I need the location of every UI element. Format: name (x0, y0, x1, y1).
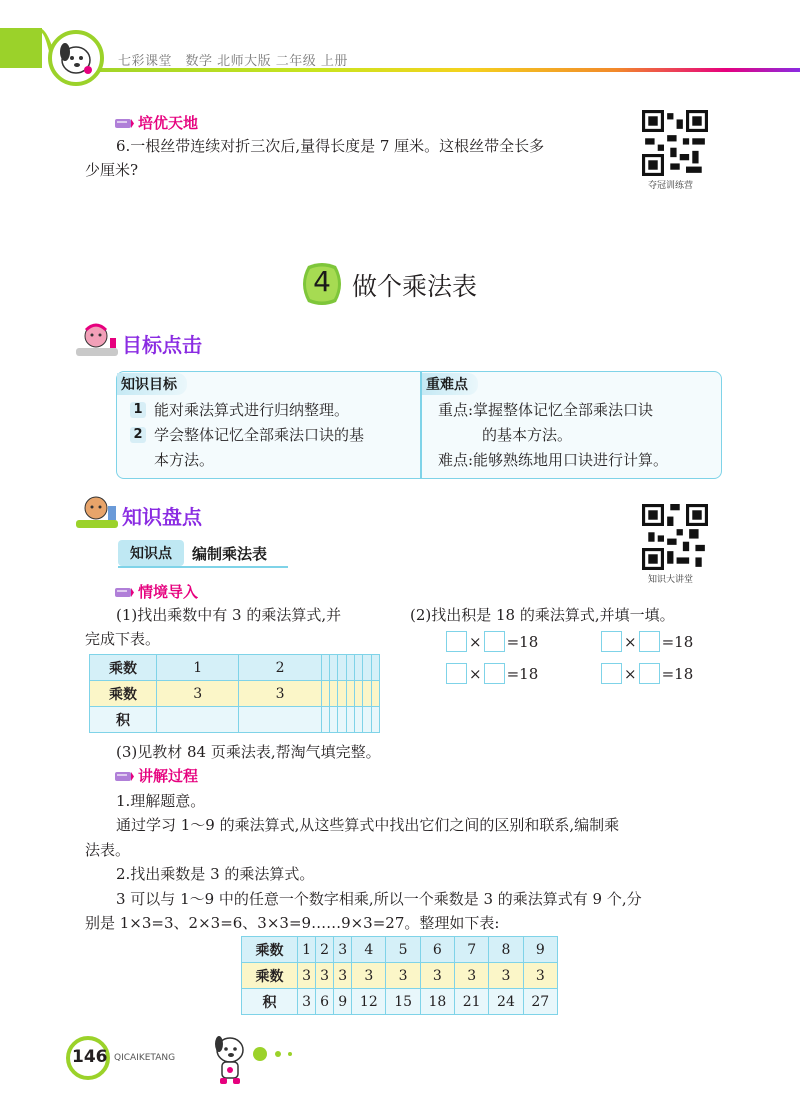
table-cell: 12 (352, 989, 386, 1015)
answer-row-1a (446, 631, 538, 652)
section-title-goals: 目标点击 (122, 333, 202, 357)
lesson-title: 做个乘法表 (352, 272, 478, 301)
key-point-1-cont: 的基本方法。 (482, 426, 573, 444)
table-row (242, 963, 558, 989)
table-cell[interactable] (363, 655, 371, 681)
table-cell: 3 (523, 963, 557, 989)
footer-dots-icon (252, 1046, 302, 1062)
table-cell[interactable] (330, 707, 338, 733)
tag-key-points: 重难点 (422, 373, 478, 395)
table-cell: 3 (352, 963, 386, 989)
table-row (242, 989, 558, 1015)
times-sign: × (624, 632, 637, 651)
knowledge-point-title: 编制乘法表 (192, 545, 268, 563)
table-cell[interactable] (346, 681, 354, 707)
answer-box[interactable] (446, 663, 467, 684)
table-cell: 9 (523, 937, 557, 963)
answer-row-2b (601, 663, 693, 684)
table-cell: 3 (316, 963, 334, 989)
row-label: 乘数 (242, 937, 298, 963)
table-row (90, 707, 380, 733)
pencil-icon-3 (114, 769, 134, 783)
table-cell: 7 (455, 937, 489, 963)
table-cell: 21 (455, 989, 489, 1015)
answer-box[interactable] (639, 663, 660, 684)
key-point-2: 难点:能够熟练地用口诀进行计算。 (438, 451, 669, 469)
table-cell[interactable] (346, 655, 354, 681)
equals-18: =18 (506, 664, 539, 683)
goal-number-2: 2 (130, 427, 146, 443)
table-row (90, 655, 380, 681)
table-cell: 3 (298, 963, 316, 989)
table-multiply-by-3 (241, 936, 558, 1015)
table-cell: 6 (420, 937, 454, 963)
table-cell: 18 (420, 989, 454, 1015)
table-cell[interactable] (157, 707, 239, 733)
answer-row-1b (601, 631, 693, 652)
explanation-p2-line2: 法表。 (85, 841, 131, 859)
table-cell[interactable] (330, 681, 338, 707)
table-row (90, 681, 380, 707)
question-1-line2: 完成下表。 (85, 630, 161, 648)
equals-18: =18 (506, 632, 539, 651)
table-cell: 15 (386, 989, 420, 1015)
table-cell: 2 (239, 655, 321, 681)
table-cell: 3 (334, 963, 352, 989)
table-cell: 27 (523, 989, 557, 1015)
table-cell: 3 (386, 963, 420, 989)
explanation-p4-line1: 3 可以与 1～9 中的任意一个数字相乘,所以一个乘数是 3 的乘法算式有 9 个,分 (116, 890, 642, 908)
goal-number-1: 1 (130, 402, 146, 418)
qr-code-lecture-icon[interactable] (642, 504, 708, 570)
qr-code-icon[interactable] (642, 110, 708, 176)
explanation-p1: 1.理解题意。 (116, 792, 206, 810)
table-cell: 8 (489, 937, 523, 963)
equals-18: =18 (661, 664, 694, 683)
answer-box[interactable] (446, 631, 467, 652)
answer-box[interactable] (601, 631, 622, 652)
times-sign: × (469, 664, 482, 683)
answer-box[interactable] (484, 631, 505, 652)
table-cell: 9 (334, 989, 352, 1015)
table-cell[interactable] (371, 707, 379, 733)
table-cell: 1 (157, 655, 239, 681)
explanation-p4-line2: 别是 1×3=3、2×3=6、3×3=9……9×3=27。整理如下表: (85, 914, 500, 932)
answer-box[interactable] (639, 631, 660, 652)
explanation-p3: 2.找出乘数是 3 的乘法算式。 (116, 865, 315, 883)
lesson-number: 4 (313, 265, 331, 298)
table-cell[interactable] (355, 707, 363, 733)
table-fill-in (89, 654, 380, 733)
header-title: 七彩课堂 数学 北师大版 二年级 上册 (118, 54, 348, 69)
question-3: (3)见教材 84 页乘法表,帮淘气填完整。 (116, 743, 381, 761)
table-cell: 3 (334, 937, 352, 963)
table-cell: 3 (455, 963, 489, 989)
table-cell[interactable] (321, 681, 329, 707)
row-label: 乘数 (242, 963, 298, 989)
explanation-p2-line1: 通过学习 1～9 的乘法算式,从这些算式中找出它们之间的区别和联系,编制乘 (116, 816, 620, 834)
qr-label-training: 夺冠训练营 (648, 181, 694, 191)
section-label-scenario: 情境导入 (138, 583, 199, 601)
table-cell: 6 (316, 989, 334, 1015)
section-label-explanation: 讲解过程 (138, 767, 199, 785)
answer-box[interactable] (601, 663, 622, 684)
table-cell: 3 (157, 681, 239, 707)
knowledge-point-tag: 知识点 (118, 540, 184, 566)
table-cell: 24 (489, 989, 523, 1015)
times-sign: × (624, 664, 637, 683)
section-label-advanced: 培优天地 (138, 114, 199, 132)
table-cell[interactable] (363, 707, 371, 733)
section-title-knowledge: 知识盘点 (122, 505, 202, 529)
table-cell[interactable] (371, 655, 379, 681)
table-cell[interactable] (363, 681, 371, 707)
answer-box[interactable] (484, 663, 505, 684)
problem-6-cont: 少厘米? (85, 161, 139, 179)
row-label: 积 (90, 707, 157, 733)
goal-item-2-cont: 本方法。 (154, 451, 215, 469)
table-cell: 3 (420, 963, 454, 989)
table-cell: 1 (298, 937, 316, 963)
question-2: (2)找出积是 18 的乘法算式,并填一填。 (410, 606, 675, 624)
goal-item-2: 学会整体记忆全部乘法口诀的基 (154, 426, 365, 444)
goal-item-1: 能对乘法算式进行归纳整理。 (154, 401, 350, 419)
answer-row-2a (446, 663, 538, 684)
table-row (242, 937, 558, 963)
boy-mascot-icon (74, 494, 120, 530)
row-label: 积 (242, 989, 298, 1015)
pencil-icon (114, 116, 134, 130)
table-cell: 3 (239, 681, 321, 707)
equals-18: =18 (661, 632, 694, 651)
table-cell: 3 (298, 989, 316, 1015)
table-cell[interactable] (346, 707, 354, 733)
page-number: 146 (72, 1047, 108, 1067)
pencil-icon-2 (114, 585, 134, 599)
table-cell[interactable] (355, 681, 363, 707)
table-cell[interactable] (338, 707, 346, 733)
times-sign: × (469, 632, 482, 651)
table-cell[interactable] (355, 655, 363, 681)
knowledge-point-underline (118, 566, 288, 568)
footer-brand: QICAIKETANG (114, 1053, 176, 1063)
row-label: 乘数 (90, 681, 157, 707)
tag-knowledge-goals: 知识目标 (117, 373, 187, 395)
row-label: 乘数 (90, 655, 157, 681)
girl-mascot-icon (74, 322, 120, 358)
question-1-line1: (1)找出乘数中有 3 的乘法算式,并 (116, 606, 342, 624)
table-cell[interactable] (338, 655, 346, 681)
table-cell[interactable] (239, 707, 321, 733)
qr-label-lecture: 知识大讲堂 (648, 575, 694, 585)
key-point-1: 重点:掌握整体记忆全部乘法口诀 (438, 401, 654, 419)
table-cell[interactable] (321, 655, 329, 681)
mascot-dog-icon (48, 30, 104, 86)
table-cell[interactable] (371, 681, 379, 707)
table-cell[interactable] (330, 655, 338, 681)
table-cell: 2 (316, 937, 334, 963)
table-cell: 5 (386, 937, 420, 963)
table-cell: 4 (352, 937, 386, 963)
mascot-dog-footer-icon (208, 1030, 252, 1090)
table-cell[interactable] (321, 707, 329, 733)
table-cell: 3 (489, 963, 523, 989)
problem-6: 6.一根丝带连续对折三次后,量得长度是 7 厘米。这根丝带全长多 (116, 137, 545, 155)
table-cell[interactable] (338, 681, 346, 707)
